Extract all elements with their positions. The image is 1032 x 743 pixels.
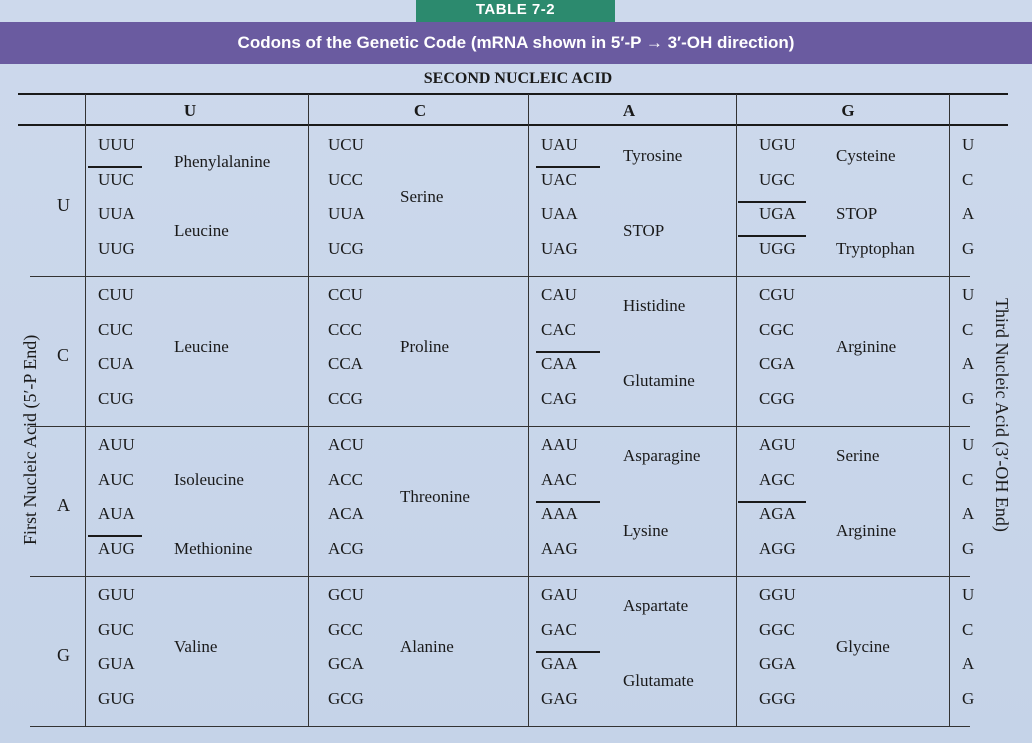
amino-acid-label: Phenylalanine bbox=[174, 152, 271, 172]
third-base-u-g: G bbox=[962, 238, 975, 258]
codon-cell: GCA bbox=[328, 654, 364, 673]
header-bottom-rule bbox=[18, 124, 1008, 126]
codon-cell: GGA bbox=[759, 654, 796, 673]
codon-cell: UCC bbox=[328, 169, 363, 189]
amino-acid-label: Glutamate bbox=[623, 671, 694, 691]
header-top-rule bbox=[18, 93, 1008, 95]
amino-acid-label: Leucine bbox=[174, 221, 229, 241]
codon-group-separator bbox=[738, 501, 806, 503]
codon-cell: GUC bbox=[98, 619, 134, 639]
codon-cell: UUG bbox=[98, 238, 135, 258]
codon-group-separator bbox=[536, 351, 600, 353]
amino-acid-label: Valine bbox=[174, 636, 218, 656]
first-base-g: G bbox=[57, 644, 70, 665]
codon-cell: CCA bbox=[328, 354, 363, 373]
codon-cell: GAA bbox=[541, 654, 578, 673]
amino-acid-label: Asparagine bbox=[623, 446, 701, 466]
third-base-c-u: U bbox=[962, 285, 975, 304]
column-rule-1 bbox=[308, 94, 309, 727]
amino-acid-label: Aspartate bbox=[623, 596, 689, 616]
codon-cell: CCU bbox=[328, 285, 363, 304]
codon-cell: CAU bbox=[541, 285, 577, 304]
codon-cell: CAG bbox=[541, 388, 577, 408]
codon-cell: CUA bbox=[98, 354, 134, 373]
codon-cell: AGA bbox=[759, 504, 796, 523]
codon-cell: UCG bbox=[328, 238, 364, 258]
codon-cell: UAG bbox=[541, 238, 578, 258]
amino-acid-label: Histidine bbox=[623, 296, 686, 316]
amino-acid-label: Isoleucine bbox=[174, 469, 244, 489]
amino-acid-label: Cysteine bbox=[836, 146, 896, 166]
codon-cell: AUG bbox=[98, 538, 135, 558]
codon-cell: GAU bbox=[541, 585, 578, 604]
amino-acid-label: STOP bbox=[836, 204, 878, 223]
codon-cell: UGC bbox=[759, 169, 795, 189]
codon-cell: AGC bbox=[759, 469, 795, 489]
codon-group-separator bbox=[88, 535, 142, 537]
amino-acid-label: Tryptophan bbox=[836, 238, 915, 258]
third-base-a-c: C bbox=[962, 469, 974, 489]
codon-cell: CGU bbox=[759, 285, 795, 304]
amino-acid-label: Serine bbox=[400, 186, 444, 206]
codon-cell: GUG bbox=[98, 688, 135, 708]
codon-cell: AAC bbox=[541, 469, 577, 489]
codon-cell: AUC bbox=[98, 469, 134, 489]
codon-cell: UUU bbox=[98, 135, 135, 154]
row-rule-3 bbox=[30, 576, 970, 577]
row-rule-2 bbox=[30, 426, 970, 427]
codon-cell: GCC bbox=[328, 619, 363, 639]
codon-cell: GAG bbox=[541, 688, 578, 708]
codon-cell: AUU bbox=[98, 435, 135, 454]
codon-cell: UGU bbox=[759, 135, 796, 154]
codon-cell: CAA bbox=[541, 354, 577, 373]
codon-cell: GUU bbox=[98, 585, 135, 604]
third-base-g-a: A bbox=[962, 654, 975, 673]
column-rule-2 bbox=[528, 94, 529, 727]
codon-cell: GUA bbox=[98, 654, 135, 673]
amino-acid-label: Glycine bbox=[836, 636, 890, 656]
third-base-a-u: U bbox=[962, 435, 975, 454]
codon-cell: ACC bbox=[328, 469, 363, 489]
column-rule-0 bbox=[85, 94, 86, 727]
third-base-a-g: G bbox=[962, 538, 975, 558]
third-base-c-g: G bbox=[962, 388, 975, 408]
third-nucleic-acid-label: Third Nucleic Acid (3′-OH End) bbox=[992, 298, 1012, 532]
column-rule-3 bbox=[736, 94, 737, 727]
codon-cell: UGG bbox=[759, 238, 796, 258]
column-rule-4 bbox=[949, 94, 950, 727]
column-header-c: C bbox=[413, 101, 427, 120]
codon-group-separator bbox=[88, 166, 142, 168]
codon-cell: AGU bbox=[759, 435, 796, 454]
amino-acid-label: Arginine bbox=[836, 521, 897, 541]
codon-cell: UUA bbox=[98, 204, 135, 223]
third-base-g-g: G bbox=[962, 688, 975, 708]
amino-acid-label: Glutamine bbox=[623, 371, 695, 391]
amino-acid-label: Proline bbox=[400, 336, 450, 356]
codon-cell: GGC bbox=[759, 619, 795, 639]
amino-acid-label: Serine bbox=[836, 446, 880, 466]
codon-cell: CGC bbox=[759, 319, 794, 339]
codon-cell: GCG bbox=[328, 688, 364, 708]
first-nucleic-acid-label: First Nucleic Acid (5′-P End) bbox=[20, 334, 40, 545]
codon-cell: GGU bbox=[759, 585, 796, 604]
codon-cell: GCU bbox=[328, 585, 364, 604]
column-header-a: A bbox=[622, 101, 636, 120]
amino-acid-label: Methionine bbox=[174, 538, 253, 558]
codon-cell: ACA bbox=[328, 504, 364, 523]
third-base-a-a: A bbox=[962, 504, 975, 523]
amino-acid-label: Arginine bbox=[836, 336, 897, 356]
third-base-u-u: U bbox=[962, 135, 975, 154]
codon-cell: CUU bbox=[98, 285, 134, 304]
codon-cell: CCG bbox=[328, 388, 363, 408]
codon-cell: CAC bbox=[541, 319, 576, 339]
codon-cell: CCC bbox=[328, 319, 363, 339]
codon-cell: AAU bbox=[541, 435, 578, 454]
third-base-g-u: U bbox=[962, 585, 975, 604]
table-bottom-rule bbox=[30, 726, 970, 727]
codon-group-separator bbox=[738, 235, 806, 237]
table-label: TABLE 7-2 bbox=[416, 0, 615, 22]
second-nucleic-acid-header: SECOND NUCLEIC ACID bbox=[423, 70, 613, 87]
codon-cell: ACG bbox=[328, 538, 364, 558]
codon-cell: AGG bbox=[759, 538, 796, 558]
first-base-u: U bbox=[57, 194, 70, 215]
column-header-g: G bbox=[841, 101, 855, 120]
third-base-c-a: A bbox=[962, 354, 975, 373]
codon-cell: AAG bbox=[541, 538, 578, 558]
third-base-c-c: C bbox=[962, 319, 974, 339]
codon-cell: UCU bbox=[328, 135, 364, 154]
amino-acid-label: Threonine bbox=[400, 486, 470, 506]
amino-acid-label: Tyrosine bbox=[623, 146, 683, 166]
codon-group-separator bbox=[536, 166, 600, 168]
first-base-c: C bbox=[57, 344, 70, 365]
third-base-u-a: A bbox=[962, 204, 975, 223]
codon-group-separator bbox=[536, 501, 600, 503]
codon-cell: UAC bbox=[541, 169, 577, 189]
column-header-u: U bbox=[183, 101, 197, 120]
first-base-a: A bbox=[57, 494, 70, 515]
codon-cell: CUC bbox=[98, 319, 133, 339]
codon-cell: AAA bbox=[541, 504, 578, 523]
codon-cell: ACU bbox=[328, 435, 364, 454]
table-caption: Codons of the Genetic Code (mRNA shown in 5′-P → 3′-OH direction) bbox=[0, 22, 1032, 64]
amino-acid-label: Alanine bbox=[400, 636, 454, 656]
codon-cell: CGA bbox=[759, 354, 795, 373]
codon-cell: UUA bbox=[328, 204, 365, 223]
codon-cell: UAA bbox=[541, 204, 578, 223]
amino-acid-label: STOP bbox=[623, 221, 665, 241]
amino-acid-label: Leucine bbox=[174, 336, 229, 356]
codon-group-separator bbox=[738, 201, 806, 203]
row-rule-1 bbox=[30, 276, 970, 277]
codon-cell: GAC bbox=[541, 619, 577, 639]
codon-cell: UAU bbox=[541, 135, 578, 154]
codon-cell: AUA bbox=[98, 504, 135, 523]
third-base-u-c: C bbox=[962, 169, 974, 189]
codon-cell: UUC bbox=[98, 169, 134, 189]
third-base-g-c: C bbox=[962, 619, 974, 639]
codon-cell: CUG bbox=[98, 388, 134, 408]
codon-group-separator bbox=[536, 651, 600, 653]
amino-acid-label: Lysine bbox=[623, 521, 669, 541]
codon-cell: UGA bbox=[759, 204, 796, 223]
codon-cell: CGG bbox=[759, 388, 795, 408]
codon-cell: GGG bbox=[759, 688, 796, 708]
